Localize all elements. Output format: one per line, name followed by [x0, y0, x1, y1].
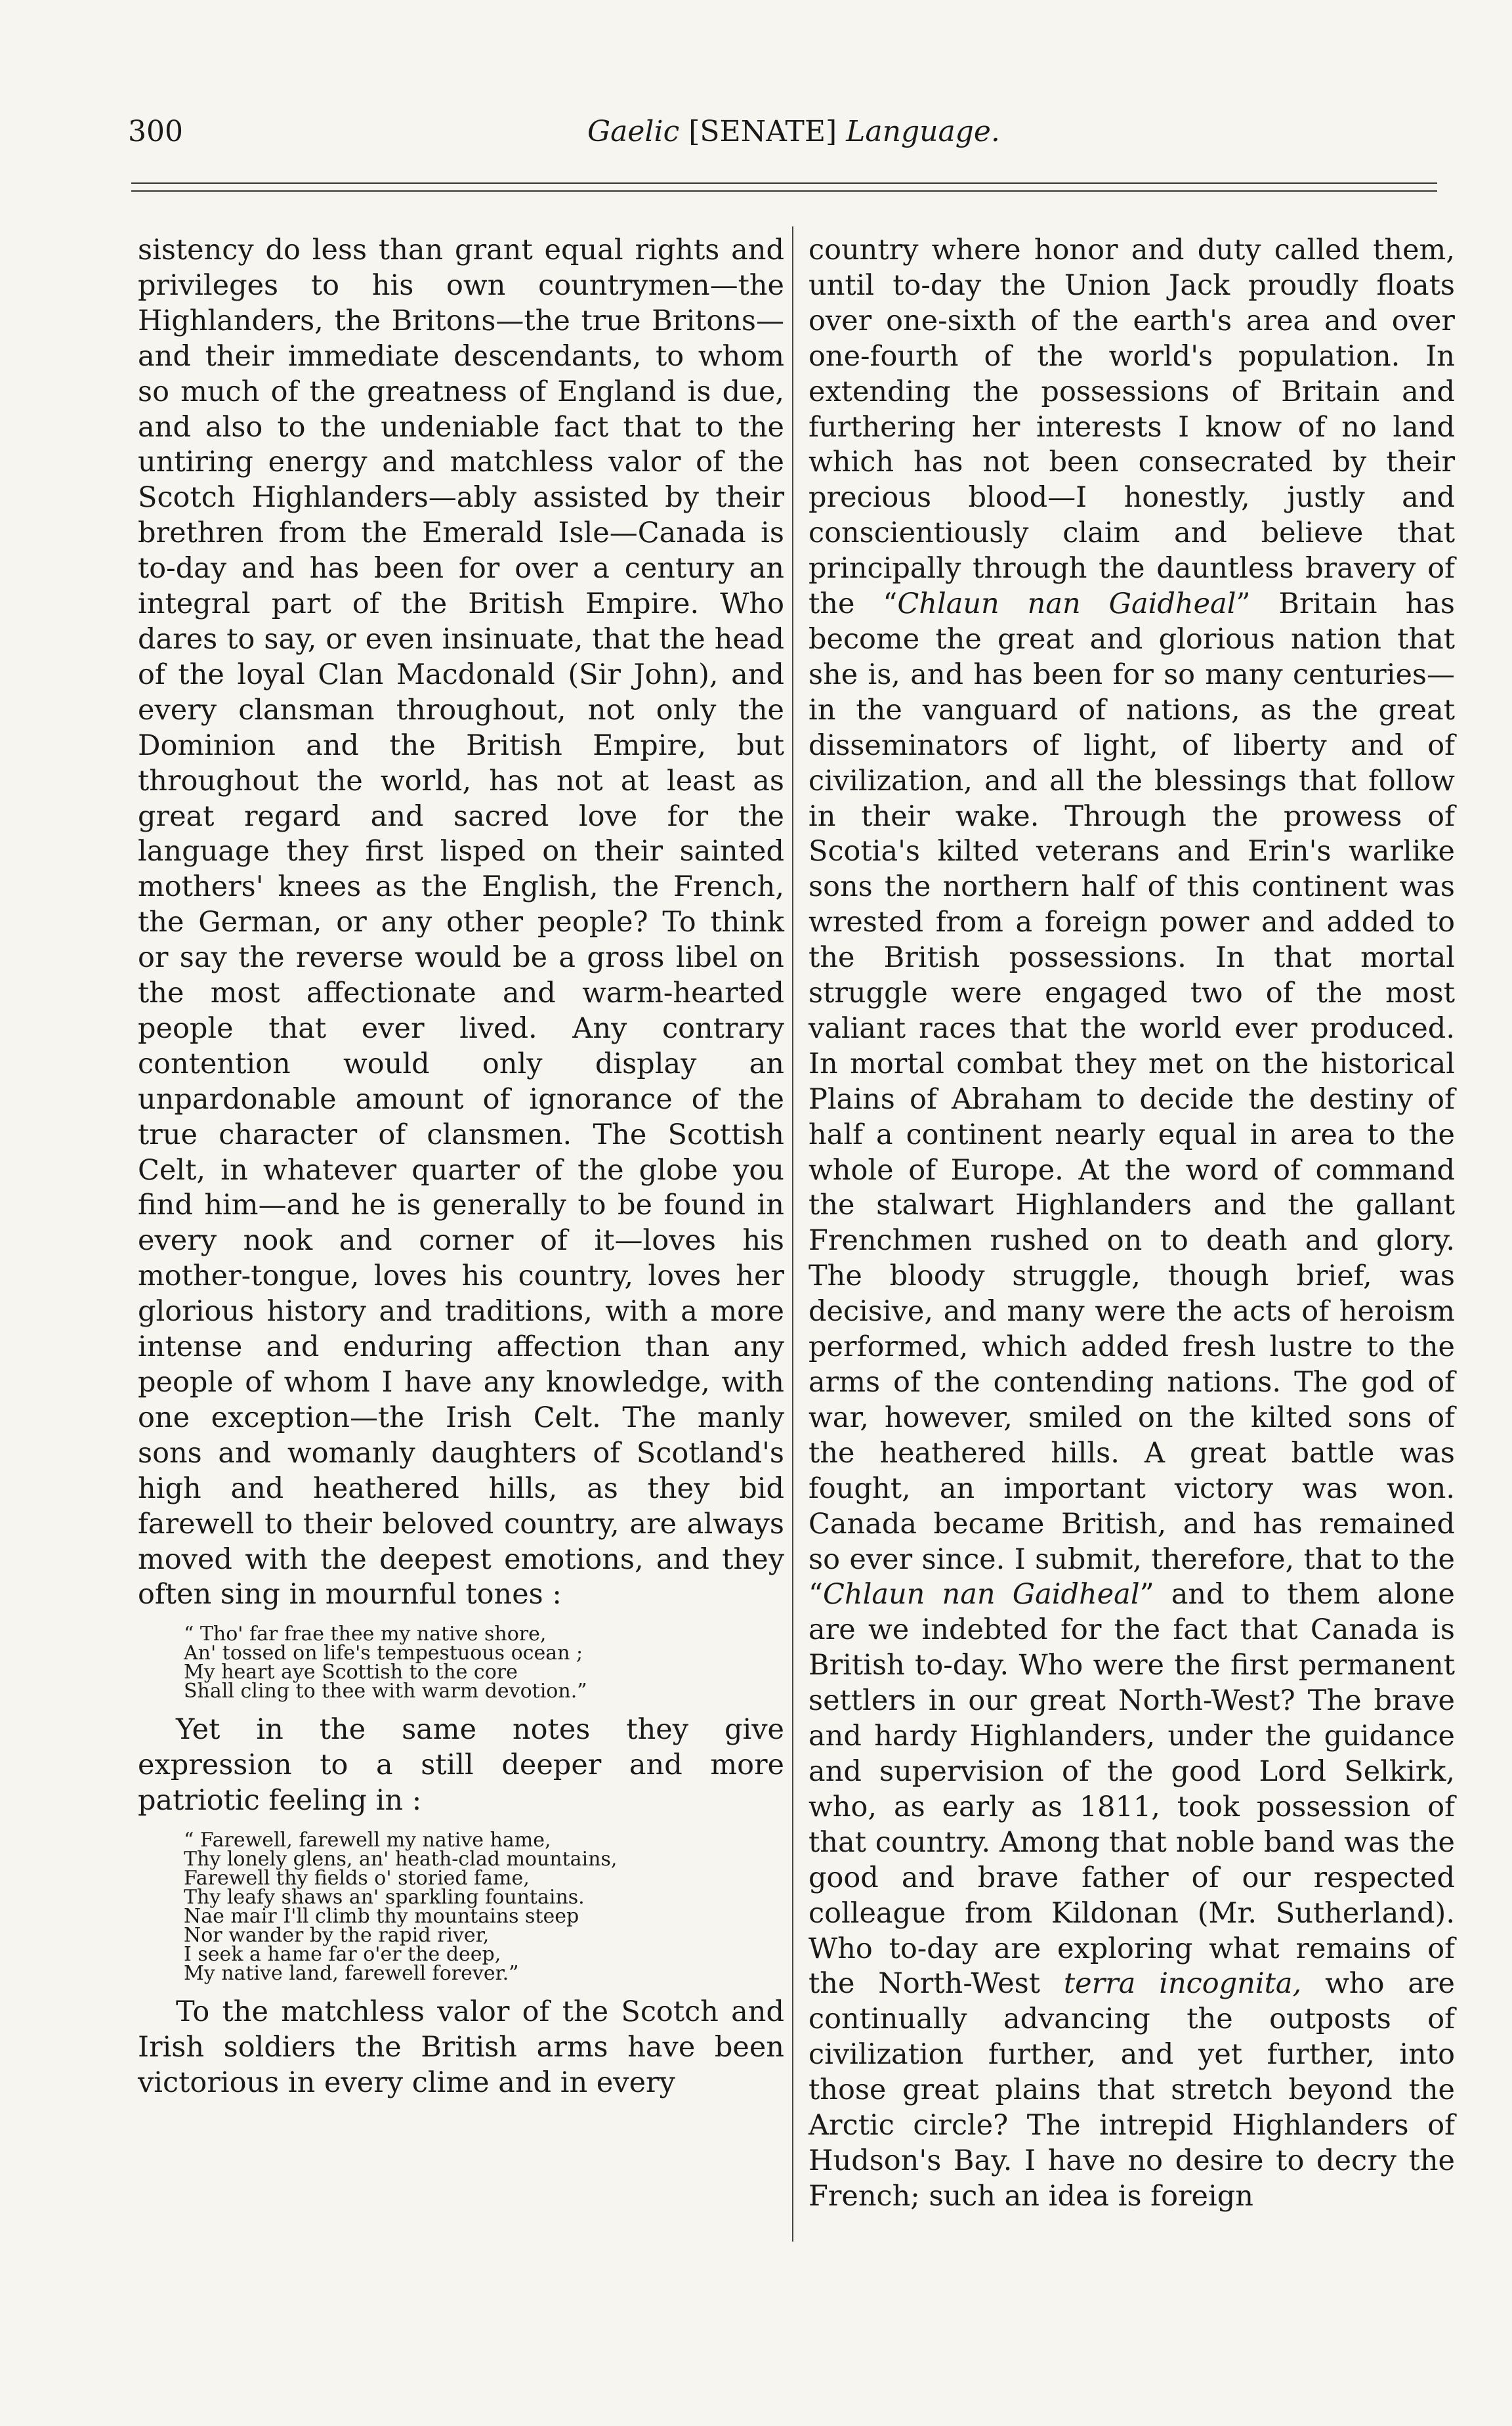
left-column	[138, 233, 784, 2101]
running-head-left: Gaelic	[587, 115, 680, 148]
text-run: ” Britain has become the great and glorious nation that she is, and has been for so many centuries—in the vanguard of nations, as the great disseminators of light, of liberty and of civilization, and all the blessings that follow in their wake. Through the prowess of Scotia's kilted veterans and Erin's warlike sons the northern half of this continent was wrested from a foreign power and added to the British possessions. In that mortal struggle were engaged two of the most valiant races that the world ever produced. In mortal combat they met on the historical Plains of Abraham to decide the destiny of half a continent nearly equal in area to the whole of Europe. At the word of command the stalwart Highlanders and the gallant Frenchmen rushed on to death and glory. The bloody struggle, though brief, was decisive, and many were the acts of heroism performed, which added fresh lustre to the arms of the contending nations. The god of war, however, smiled on the kilted sons of the heathered hills. A great battle was fought, an important victory was won. Canada became British, and has remained so ever since. I submit, therefore, that to the “	[808, 587, 1455, 1611]
running-head-right: Language.	[846, 115, 1000, 148]
gaelic-phrase: Chlaun nan Gaidheal	[897, 587, 1236, 621]
header-rule-bottom	[131, 190, 1437, 192]
verse-line: Shall cling to thee with warm devotion.”	[184, 1680, 587, 1703]
verse-line: “ Tho' far frae thee my native shore,	[184, 1623, 547, 1646]
verse-line: Nor wander by the rapid river,	[184, 1924, 490, 1947]
verse-line: An' tossed on life's tempestuous ocean ;	[184, 1642, 583, 1665]
text-run: ” and to them alone are we indebted for the fact that Canada is British to-day. Who were the first permanent settlers in our great North-West? The brave and hardy Highlanders, under the guidance and supervision of the good Lord Selkirk, who, as early as 1811, took possession of that country. Among that noble band was the good and brave father of our respected colleague from Kildonan (Mr. Sutherland). Who to-day are exploring what remains of the North-West	[808, 1578, 1455, 2001]
text-run: who are continually advancing the outposts of civilization further, and yet further, into those great plains that stretch beyond the Arctic circle? The intrepid Highlanders of Hudson's Bay. I have no desire to decry the French; such an idea is foreign	[808, 1967, 1455, 2213]
verse-line: I seek a hame far o'er the deep,	[184, 1943, 501, 1967]
verse-1	[184, 1625, 784, 1701]
verse-line: Nae mair I'll climb thy mountains steep	[184, 1905, 579, 1928]
verse-line: My heart aye Scottish to the core	[184, 1661, 518, 1684]
header-rule-top	[131, 182, 1437, 184]
running-head-center: [SENATE]	[688, 115, 837, 148]
left-paragraph-3: To the matchless valor of the Scotch and Irish soldiers the British arms have been victorious in every clime and in every	[138, 1995, 784, 2099]
column-divider	[792, 226, 793, 2242]
page-number: 300	[128, 115, 183, 148]
right-paragraph-1	[808, 233, 1455, 2215]
left-paragraph-2: Yet in the same notes they give expression to a still deeper and more patriotic feeling in :	[138, 1713, 784, 1818]
text-run: country where honor and duty called them, until to-day the Union Jack proudly floats over one-sixth of the earth's area and over one-fourth of the world's population. In extending the possessions of Britain and furthering her interests I know of no land which has not been consecrated by their precious blood—I honestly, justly and conscientiously claim and believe that principally through the dauntless bravery of the “	[808, 234, 1455, 621]
verse-2	[184, 1829, 784, 1986]
verse-line: Thy leafy shaws an' sparkling fountains.	[184, 1886, 585, 1909]
verse-line: “ Farewell, farewell my native hame,	[184, 1829, 551, 1852]
verse-line: My native land, farewell forever.”	[184, 1962, 519, 1986]
right-column	[808, 233, 1455, 2215]
gaelic-phrase: Chlaun nan Gaidheal	[822, 1578, 1140, 1611]
running-head	[587, 115, 1000, 148]
page-header	[128, 115, 1408, 167]
verse-line: Thy lonely glens, an' heath-clad mountains,	[184, 1848, 618, 1871]
latin-phrase: terra incognita,	[1063, 1967, 1302, 2001]
left-paragraph-1: sistency do less than grant equal rights and privileges to his own countrymen—the Highlanders, the Britons—the true Britons—and their immediate descendants, to whom so much of the greatness of England is due, and also to the undeniable fact that to the untiring energy and matchless valor of the Scotch Highlanders—ably assisted by their brethren from the Emerald Isle—Canada is to-day and has been for over a century an integral part of the British Empire. Who dares to say, or even insinuate, that the head of the loyal Clan Macdonald (Sir John), and every clansman throughout, not only the Dominion and the British Empire, but throughout the world, has not at least as great regard and sacred love for the language they first lisped on their sainted mothers' knees as the English, the French, the German, or any other people? To think or say the reverse would be a gross libel on the most affectionate and warm-hearted people that ever lived. Any contrary contention would only display an unpardonable amount of ignorance of the true character of clansmen. The Scottish Celt, in whatever quarter of the globe you find him—and he is generally to be found in every nook and corner of it—loves his mother-tongue, loves his country, loves her glorious history and traditions, with a more intense and enduring affection than any people of whom I have any knowledge, with one exception—the Irish Celt. The manly sons and womanly daughters of Scotland's high and heathered hills, as they bid farewell to their beloved country, are always moved with the deepest emotions, and they often sing in mournful tones :	[138, 234, 784, 1611]
verse-line: Farewell thy fields o' storied fame,	[184, 1867, 530, 1890]
